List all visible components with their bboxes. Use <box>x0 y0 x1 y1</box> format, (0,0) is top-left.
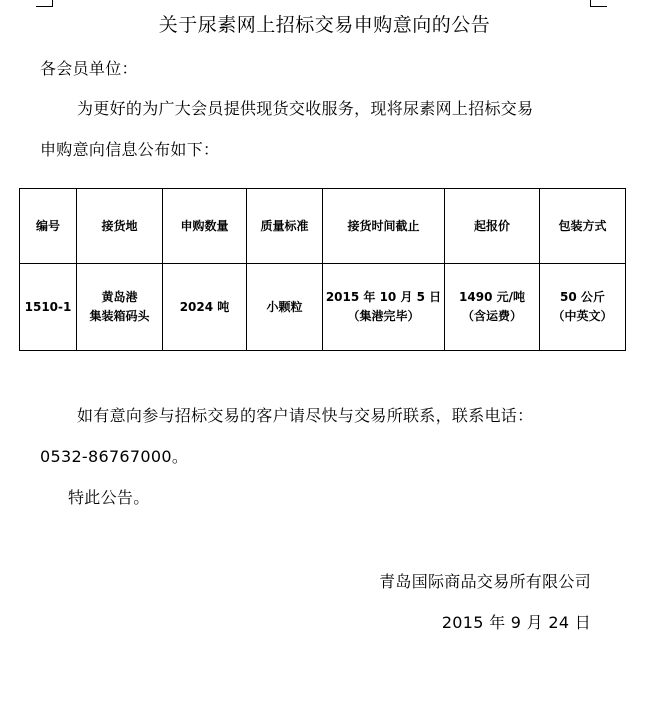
closing-text: 特此公告。 <box>68 488 150 507</box>
cell-packaging-line-2: （中英文） <box>552 309 613 323</box>
corner-mark-right <box>590 0 607 7</box>
intro-line-2: 申购意向信息公布如下： <box>40 140 220 159</box>
cell-quantity: 2024 吨 <box>163 264 247 351</box>
page-title: 关于尿素网上招标交易申购意向的公告 <box>158 14 491 36</box>
cell-location <box>77 264 163 351</box>
header-packaging: 包装方式 <box>540 189 626 264</box>
cell-price-line-1: 1490 元/吨 <box>459 290 525 304</box>
contact-phone: 0532-86767000。 <box>40 447 189 466</box>
header-location: 接货地 <box>77 189 163 264</box>
table-header-row <box>20 189 626 264</box>
cell-id: 1510-1 <box>20 264 77 351</box>
cell-deadline-line-2: （集港完毕） <box>347 309 420 323</box>
signature-company: 青岛国际商品交易所有限公司 <box>379 572 591 591</box>
intro-line-1: 为更好的为广大会员提供现货交收服务，现将尿素网上招标交易 <box>77 99 534 118</box>
table-row <box>20 264 626 351</box>
contact-line-1: 如有意向参与招标交易的客户请尽快与交易所联系，联系电话： <box>77 406 534 425</box>
header-price: 起报价 <box>445 189 540 264</box>
header-quality: 质量标准 <box>247 189 323 264</box>
header-deadline: 接货时间截止 <box>323 189 445 264</box>
corner-mark-left <box>36 0 53 7</box>
cell-price-line-2: （含运费） <box>461 309 522 323</box>
cell-quality: 小颗粒 <box>247 264 323 351</box>
cell-packaging <box>540 264 626 351</box>
notice-date: 2015 年 9 月 24 日 <box>441 613 591 632</box>
cell-deadline <box>323 264 445 351</box>
salutation: 各会员单位： <box>40 59 138 78</box>
header-id: 编号 <box>20 189 77 264</box>
cell-location-line-2: 集装箱码头 <box>89 309 150 323</box>
subscription-table <box>19 188 626 351</box>
cell-packaging-line-1: 50 公斤 <box>560 290 605 304</box>
cell-location-line-1: 黄岛港 <box>101 290 138 304</box>
header-quantity: 申购数量 <box>163 189 247 264</box>
cell-price <box>445 264 540 351</box>
cell-deadline-line-1: 2015 年 10 月 5 日 <box>325 290 442 304</box>
